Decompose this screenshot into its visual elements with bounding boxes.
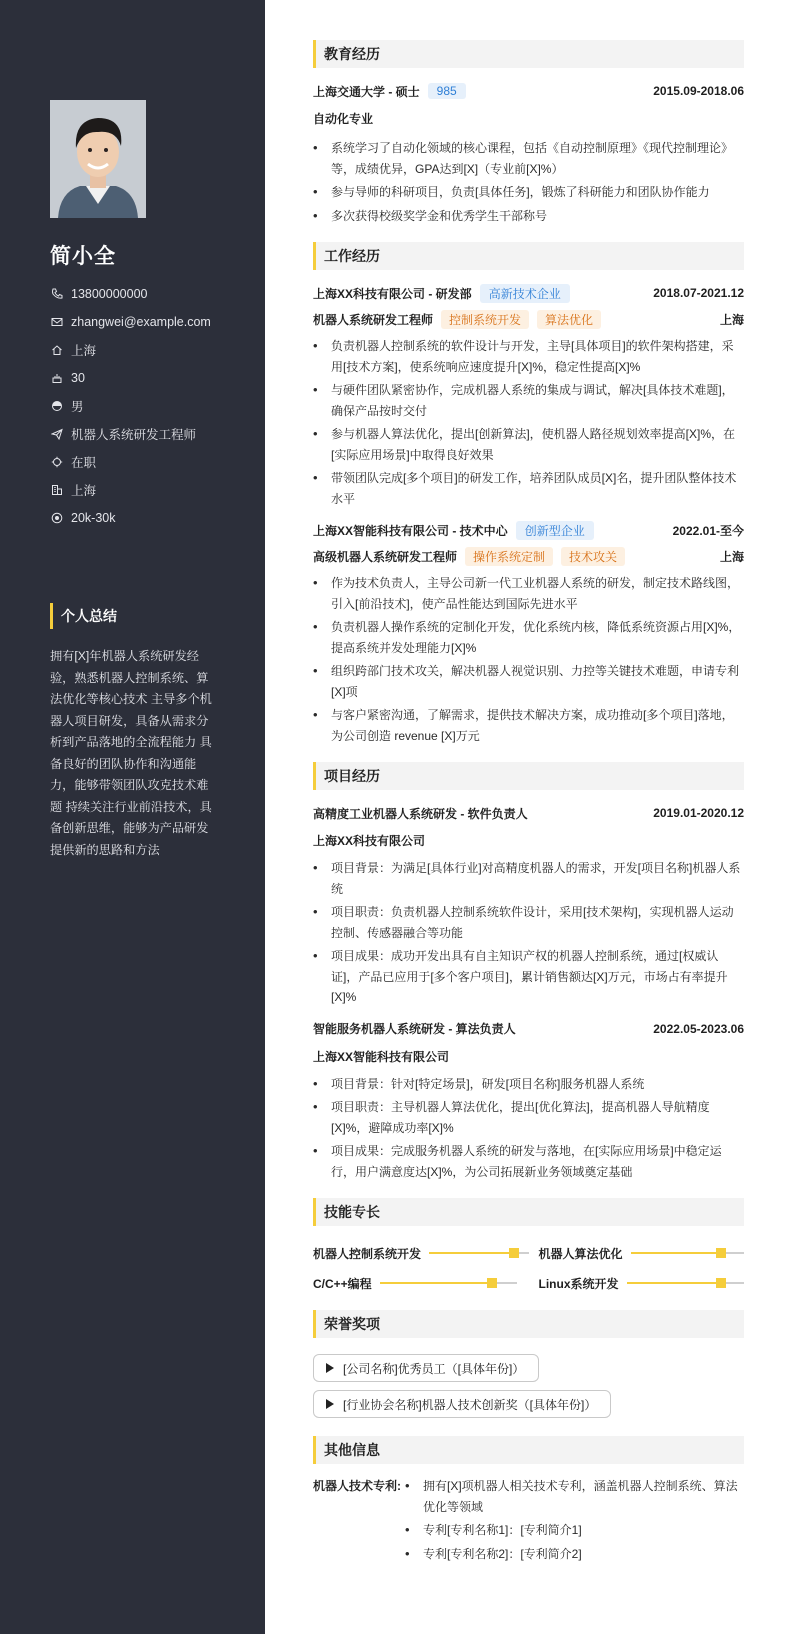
skill-knob	[716, 1248, 726, 1258]
job-city: 上海	[719, 312, 744, 327]
skill-item	[529, 1238, 745, 1268]
skill-fill	[627, 1282, 721, 1284]
role-title: 高级机器人系统研发工程师	[313, 549, 458, 564]
skill-fill	[429, 1252, 514, 1254]
info-status	[50, 448, 250, 476]
other-label: 机器人技术专利:	[313, 1479, 401, 1493]
job-row	[313, 282, 744, 304]
list-item: • 项目职责：主导机器人算法优化，提出[优化算法]，提高机器人导航精度[X]%，避障成功率[X]%	[313, 1097, 744, 1138]
city-text: 上海	[71, 484, 97, 498]
awards-section	[313, 1310, 744, 1426]
list-item: • 与硬件团队紧密协作，完成机器人系统的集成与调试，解决[具体技术难题]，确保产品按时交付	[313, 380, 744, 421]
phone-icon	[50, 288, 63, 301]
list-item: • 作为技术负责人，主导公司新一代工业机器人系统的研发，制定技术路线图，引入[前沿技术]，使产品性能达到国际先进水平	[313, 573, 744, 614]
company-tag: 创新型企业	[516, 521, 594, 540]
role-tag: 技术攻关	[561, 547, 625, 566]
project-name: 高精度工业机器人系统研发 - 软件负责人	[313, 806, 528, 821]
list-item: • 参与导师的科研项目，负责[具体任务]，锻炼了科研能力和团队协作能力	[313, 182, 744, 203]
job-row	[313, 519, 744, 541]
list-item: • 项目背景：为满足[具体行业]对高精度机器人的需求，开发[项目名称]机器人系统	[313, 858, 744, 899]
info-position	[50, 420, 250, 448]
home-icon	[50, 344, 63, 357]
other-section	[313, 1436, 744, 1567]
list-item: • 专利[专利名称2]：[专利简介2]	[405, 1544, 744, 1565]
skill-knob	[509, 1248, 519, 1258]
avatar-photo	[50, 100, 146, 218]
role-title: 机器人系统研发工程师	[313, 312, 434, 327]
company-name: 上海XX科技有限公司 - 研发部	[313, 286, 472, 301]
list-item: • 参与机器人算法优化，提出[创新算法]，使机器人路径规划效率提高[X]%，在[实际应用场景]中取得良好效果	[313, 424, 744, 465]
salary-icon	[50, 512, 63, 525]
project-detail-list	[313, 1074, 744, 1183]
project-name: 智能服务机器人系统研发 - 算法负责人	[313, 1022, 516, 1036]
education-list	[313, 138, 744, 226]
cake-icon	[50, 372, 63, 385]
candidate-name: 简小全	[50, 245, 116, 268]
main-content	[313, 40, 744, 1567]
awards-list	[313, 1354, 744, 1426]
project-detail-list	[313, 858, 744, 1008]
list-item: • 项目成果：成功开发出具有自主知识产权的机器人控制系统，通过[权威认证]，产品已应用于[多个客户项目]，累计销售额达[X]万元，市场占有率提升[X]%	[313, 946, 744, 1008]
info-email	[50, 308, 250, 336]
role-row	[313, 545, 744, 567]
skill-item	[529, 1268, 745, 1298]
skill-fill	[631, 1252, 722, 1254]
skill-name: C/C++编程	[313, 1276, 372, 1291]
education-section	[313, 40, 744, 226]
job-date: 2022.01-至今	[672, 523, 744, 538]
list-item: • 与客户紧密沟通，了解需求，提供技术解决方案，成功推动[多个项目]落地，为公司创造 revenue [X]万元	[313, 705, 744, 746]
skill-name: 机器人算法优化	[538, 1246, 623, 1261]
skill-name: 机器人控制系统开发	[313, 1246, 422, 1261]
education-heading: 教育经历	[313, 40, 744, 68]
school-name: 上海交通大学 - 硕士	[313, 84, 420, 99]
list-item: • 专利[专利名称1]：[专利简介1]	[405, 1520, 744, 1541]
contact-info-list	[50, 280, 250, 532]
project-date: 2019.01-2020.12	[653, 806, 744, 820]
mail-icon	[50, 316, 63, 329]
send-icon	[50, 428, 63, 441]
skill-knob	[716, 1278, 726, 1288]
gender-icon	[50, 400, 63, 413]
role-tag: 操作系统定制	[465, 547, 553, 566]
projects-heading: 项目经历	[313, 762, 744, 790]
list-item: • 负责机器人控制系统的软件设计与开发，主导[具体项目]的软件架构搭建，采用[技术方案]，使系统响应速度提升[X]%，稳定性提高[X]%	[313, 336, 744, 377]
list-item: • 拥有[X]项机器人相关技术专利，涵盖机器人控制系统、算法优化等领域	[405, 1476, 744, 1517]
gender-text: 男	[71, 400, 84, 414]
projects-section	[313, 762, 744, 1182]
skill-bar	[627, 1282, 745, 1284]
project-company: 上海XX科技有限公司	[313, 834, 426, 848]
info-city	[50, 476, 250, 504]
triangle-right-icon	[326, 1363, 334, 1373]
project-company: 上海XX智能科技有限公司	[313, 1049, 450, 1064]
skills-heading: 技能专长	[313, 1198, 744, 1226]
age-text: 30	[71, 371, 85, 385]
salary-text: 20k-30k	[71, 511, 116, 525]
info-location	[50, 336, 250, 364]
skill-item	[313, 1238, 529, 1268]
info-gender	[50, 392, 250, 420]
skills-grid	[313, 1238, 744, 1298]
skill-bar	[631, 1252, 744, 1254]
list-item: • 组织跨部门技术攻关，解决机器人视觉识别、力控等关键技术难题，申请专利[X]项	[313, 661, 744, 702]
list-item: • 系统学习了自动化领域的核心课程，包括《自动控制原理》《现代控制理论》等，成绩优异，GPA达到[X]（专业前[X]%）	[313, 138, 744, 179]
triangle-right-icon	[326, 1399, 334, 1409]
position-text: 机器人系统研发工程师	[71, 428, 197, 442]
list-item: • 项目背景：针对[特定场景]，研发[项目名称]服务机器人系统	[313, 1074, 744, 1095]
award-text: [行业协会名称]机器人技术创新奖（[具体年份]）	[343, 1397, 597, 1412]
building-icon	[50, 484, 63, 497]
info-salary	[50, 504, 250, 532]
award-text: [公司名称]优秀员工（[具体年份]）	[343, 1361, 525, 1376]
company-tag: 高新技术企业	[480, 284, 570, 303]
list-item: • 负责机器人操作系统的定制化开发，优化系统内核，降低系统资源占用[X]%，提高系统并发处理能力[X]%	[313, 617, 744, 658]
job-duty-list	[313, 336, 744, 509]
skill-fill	[380, 1282, 492, 1284]
list-item: • 带领团队完成[多个项目]的研发工作，培养团队成员[X]名，提升团队整体技术水平	[313, 468, 744, 509]
job-date: 2018.07-2021.12	[653, 286, 744, 300]
work-section	[313, 242, 744, 746]
project-row	[313, 802, 744, 824]
status-icon	[50, 456, 63, 469]
sidebar	[0, 0, 265, 1634]
list-item: • 项目成果：完成服务机器人系统的研发与落地，在[实际应用场景]中稳定运行，用户满意度达[X]%，为公司拓展新业务领域奠定基础	[313, 1141, 744, 1182]
skill-knob	[487, 1278, 497, 1288]
education-date: 2015.09-2018.06	[653, 84, 744, 98]
other-heading: 其他信息	[313, 1436, 744, 1464]
role-tag: 算法优化	[537, 310, 601, 329]
skill-item	[313, 1268, 529, 1298]
education-row	[313, 80, 744, 102]
project-row	[313, 1018, 744, 1040]
job-duty-list	[313, 573, 744, 746]
list-item: • 项目职责：负责机器人控制系统软件设计，采用[技术架构]，实现机器人运动控制、传感器融合等功能	[313, 902, 744, 943]
project-date: 2022.05-2023.06	[653, 1021, 744, 1036]
skill-bar	[380, 1282, 517, 1284]
avatar	[50, 100, 146, 218]
email-text: zhangwei@example.com	[71, 315, 211, 329]
list-item: • 多次获得校级奖学金和优秀学生干部称号	[313, 206, 744, 227]
major: 自动化专业	[313, 112, 374, 126]
award-item[interactable]	[313, 1390, 611, 1418]
school-tag: 985	[428, 83, 466, 99]
award-item[interactable]	[313, 1354, 539, 1382]
phone-text: 13800000000	[71, 287, 148, 301]
status-text: 在职	[71, 456, 97, 470]
role-tag: 控制系统开发	[441, 310, 529, 329]
skill-name: Linux系统开发	[538, 1276, 619, 1291]
other-list	[405, 1476, 744, 1567]
summary-text: 拥有[X]年机器人系统研发经验，熟悉机器人控制系统、算法优化等核心技术 主导多个机器人项目研发，具备从需求分析到产品落地的全流程能力 具备良好的团队协作和沟通能力，能够带领团队攻克技术难题 持续关注行业前沿技术，具备创新思维，能够为产品研发提供新的思路和方法	[50, 649, 212, 857]
info-phone	[50, 280, 250, 308]
info-age	[50, 364, 250, 392]
role-row	[313, 308, 744, 330]
location-text: 上海	[71, 344, 97, 358]
skill-bar	[429, 1252, 528, 1254]
job-city: 上海	[719, 549, 744, 564]
work-heading: 工作经历	[313, 242, 744, 270]
company-name: 上海XX智能科技有限公司 - 技术中心	[313, 523, 508, 538]
skills-section	[313, 1198, 744, 1298]
summary-heading: 个人总结	[50, 603, 117, 629]
awards-heading: 荣誉奖项	[313, 1310, 744, 1338]
other-row	[313, 1476, 744, 1567]
